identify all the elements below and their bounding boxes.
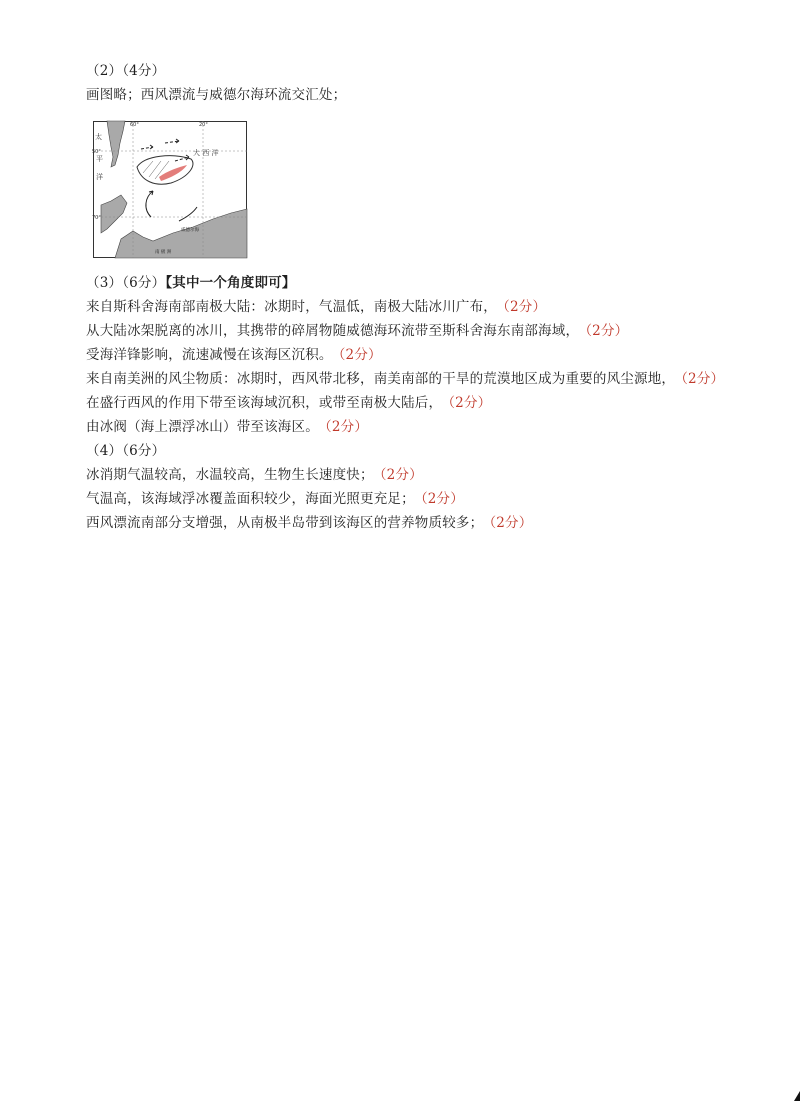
- section-3-line-1: [86, 298, 546, 316]
- section-3-line-3: [86, 346, 382, 364]
- section-3-line-6: [86, 418, 368, 436]
- page-corner-mark: [794, 1091, 800, 1101]
- weddell-sea-map: [93, 121, 247, 258]
- answer-text: 西风漂流南部分支增强，从南极半岛带到该海区的营养物质较多；: [86, 515, 484, 531]
- score-badge: （2分）: [489, 515, 533, 531]
- answer-text: 气温高，该海域浮冰覆盖面积较少，海面光照更充足；: [86, 491, 415, 507]
- weddell-label: 威德尔海: [181, 228, 199, 233]
- answer-text: 在盛行西风的作用下带至该海域沉积，或带至南极大陆后，: [86, 395, 443, 411]
- lon-label-20: 20°: [199, 122, 208, 128]
- score-badge: （2分）: [420, 491, 464, 507]
- lon-label-60: 60°: [130, 122, 139, 128]
- section-3-header: [86, 274, 296, 292]
- score-badge: （2分）: [448, 395, 492, 411]
- lat-label-70: 70°: [92, 215, 101, 221]
- section-4-line-1: [86, 466, 423, 484]
- pacific-label-1: 太: [95, 133, 102, 141]
- score-badge: （2分）: [324, 419, 369, 435]
- section-4-line-3: [86, 514, 532, 532]
- score-badge: （2分）: [503, 299, 547, 315]
- score-badge: （2分）: [681, 371, 725, 387]
- lat-label-50: 50°: [92, 149, 101, 155]
- answer-text: 画图略；西风漂流与威德尔海环流交汇处；: [86, 87, 347, 103]
- answer-text: 受海洋锋影响，流速减慢在该海区沉积。: [86, 347, 333, 363]
- section-3-note: 【其中一个角度即可】: [165, 275, 296, 291]
- section-2-header: （2）（4分）: [86, 63, 166, 79]
- section-4-header: （4）（6分）: [86, 443, 166, 459]
- pacific-label-2: 平: [96, 155, 103, 163]
- section-3-line-5: [86, 394, 491, 412]
- section-2-line-1: [86, 86, 346, 104]
- section-4-line-2: [86, 490, 464, 508]
- antarctica-label: 南 极 洲: [155, 250, 172, 255]
- score-badge: （2分）: [338, 347, 382, 363]
- answer-text: 来自南美洲的风尘物质：冰期时，西风带北移，南美南部的干旱的荒漠地区成为重要的风尘源地，: [86, 371, 676, 387]
- score-badge: （2分）: [585, 323, 629, 339]
- answer-text: 来自斯科舍海南部南极大陆：冰期时，气温低，南极大陆冰川广布，: [86, 299, 497, 315]
- score-badge: （2分）: [379, 467, 423, 483]
- section-3-line-4: [86, 370, 724, 388]
- answer-text: 从大陆冰架脱离的冰川，其携带的碎屑物随威德海环流带至斯科舍海东南部海域，: [86, 323, 580, 339]
- answer-text: 冰消期气温较高，水温较高，生物生长速度快；: [86, 467, 374, 483]
- answer-text: 由冰阀（海上漂浮冰山）带至该海区。: [86, 419, 319, 435]
- atlantic-label: 大 西 洋: [193, 149, 219, 157]
- section-3-line-2: [86, 322, 628, 340]
- section-3-title: （3）（6分）: [86, 275, 166, 291]
- pacific-label-3: 洋: [96, 173, 103, 181]
